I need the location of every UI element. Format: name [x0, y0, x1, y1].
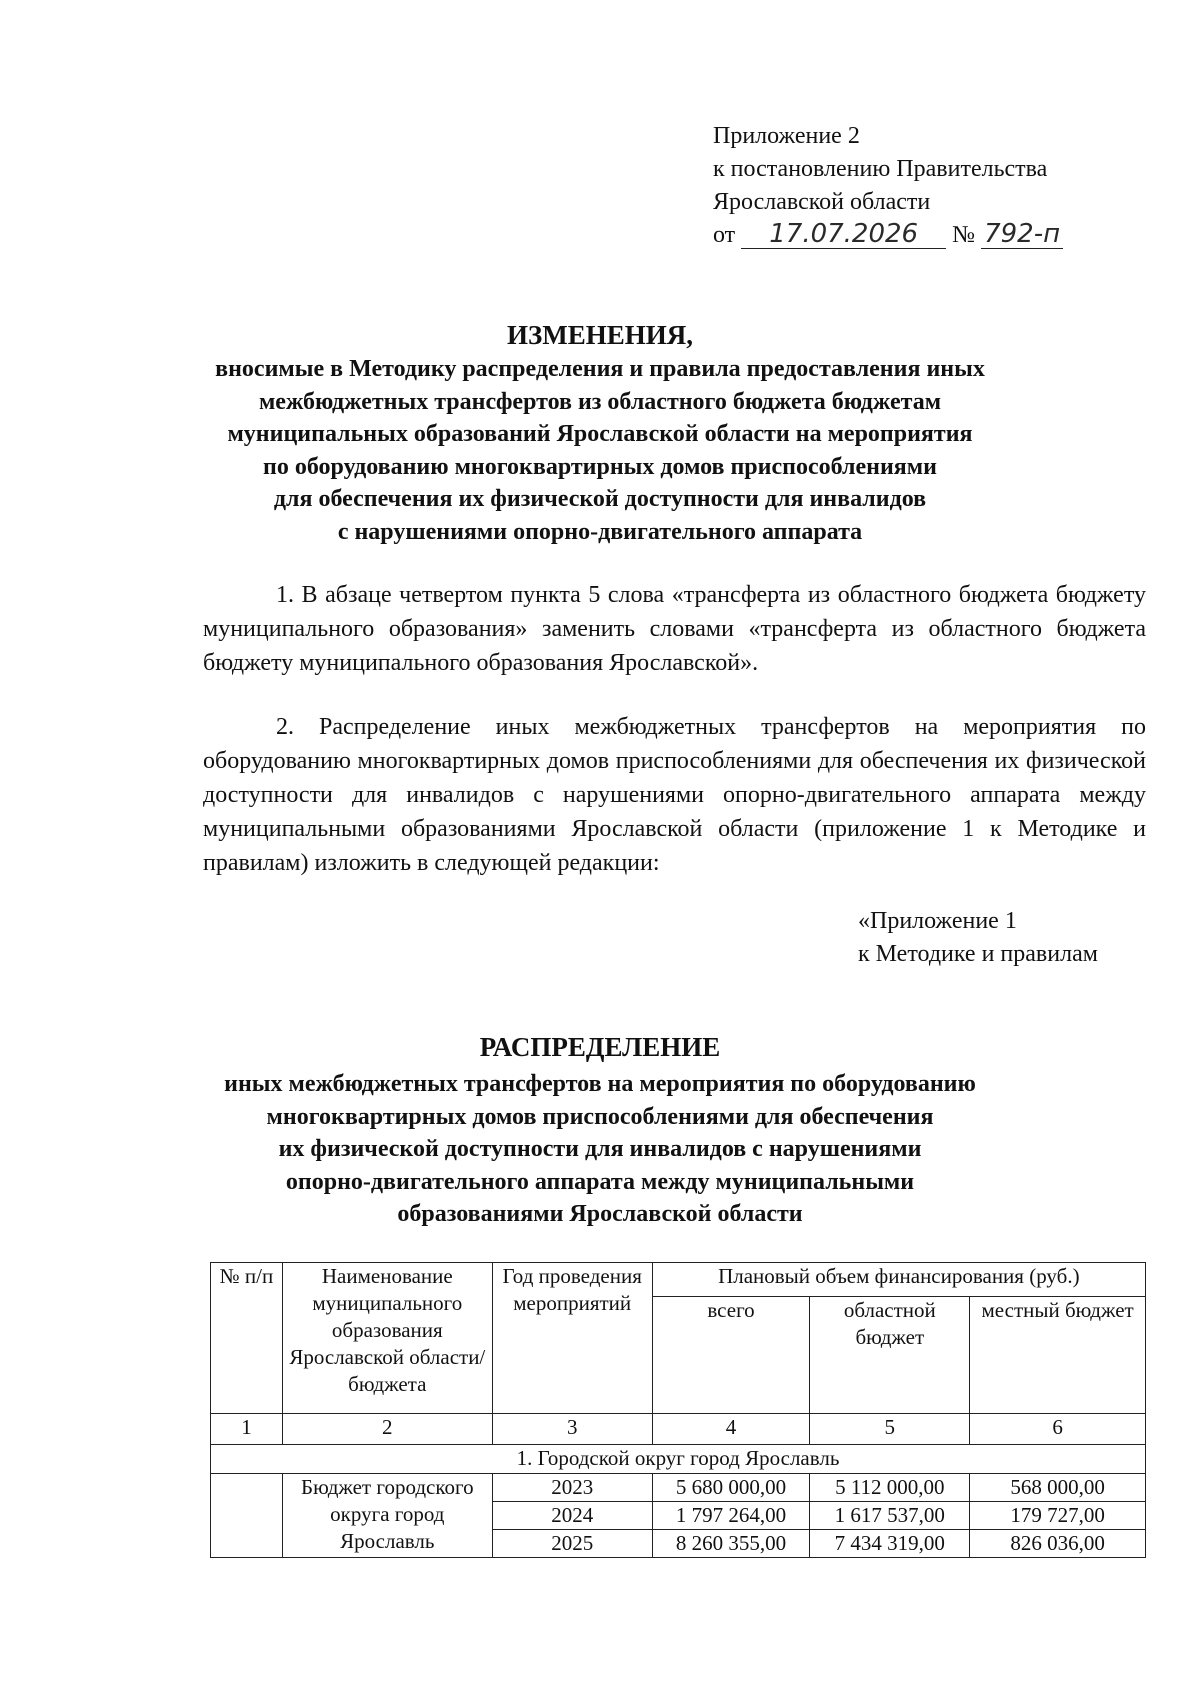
row-year: 2025 — [492, 1530, 652, 1558]
annex-line-2: к Методике и правилам — [858, 941, 1098, 967]
changes-subtitle-line: с нарушениями опорно-двигательного аппарата — [337, 518, 863, 545]
changes-subtitle-line: межбюджетных трансфертов из областного бюджета бюджетам — [258, 388, 942, 415]
distribution-subtitle-line: иных межбюджетных трансфертов на мероприятия по оборудованию — [224, 1071, 976, 1097]
col-number: 6 — [970, 1414, 1146, 1445]
decree-number: 792-п — [981, 220, 1063, 249]
header-funding: Плановый объем финансирования (руб.) — [652, 1263, 1145, 1297]
header-name: Наименование муниципального образования Ярославской области/ бюджета — [282, 1263, 492, 1414]
header-year: Год проведения мероприятий — [492, 1263, 652, 1414]
annex-line-1: «Приложение 1 — [858, 908, 1017, 934]
annex-reference — [858, 905, 1098, 971]
appendix-block — [713, 120, 1063, 252]
changes-subtitle-line: муниципальных образований Ярославской области на мероприятия — [227, 421, 973, 447]
distribution-subtitle-line: многоквартирных домов приспособлениями для обеспечения — [266, 1103, 934, 1130]
table-header-row — [211, 1263, 1146, 1297]
row-local: 826 036,00 — [970, 1530, 1146, 1558]
changes-title: ИЗМЕНЕНИЯ, — [506, 320, 693, 350]
header-local: местный бюджет — [970, 1296, 1146, 1413]
distribution-title: РАСПРЕДЕЛЕНИЕ — [479, 1032, 721, 1062]
section-title: 1. Городской округ город Ярославль — [211, 1445, 1146, 1474]
appendix-date-line — [713, 219, 1063, 252]
distribution-subtitle-line: их физической доступности для инвалидов с нарушениями — [278, 1136, 922, 1162]
header-num: № п/п — [211, 1263, 283, 1414]
distribution-subtitle — [150, 1068, 1050, 1231]
changes-subtitle — [150, 353, 1050, 548]
decree-date: 17.07.2026 — [741, 220, 946, 249]
changes-subtitle-line: для обеспечения их физической доступности для инвалидов — [273, 486, 927, 512]
appendix-line-3: Ярославской области — [713, 189, 931, 215]
budget-name: Бюджет городского округа город Ярославль — [282, 1474, 492, 1558]
row-year: 2024 — [492, 1502, 652, 1530]
distribution-subtitle-line: образованиями Ярославской области — [397, 1201, 803, 1227]
col-number: 4 — [652, 1414, 810, 1445]
changes-subtitle-line: по оборудованию многоквартирных домов приспособлениями — [263, 453, 937, 480]
paragraph-1-block — [203, 578, 1146, 680]
row-local: 179 727,00 — [970, 1502, 1146, 1530]
col-number: 2 — [282, 1414, 492, 1445]
col-number: 3 — [492, 1414, 652, 1445]
empty-cell — [211, 1474, 283, 1558]
header-regional: областной бюджет — [810, 1296, 970, 1413]
distribution-table — [210, 1262, 1146, 1558]
col-number: 5 — [810, 1414, 970, 1445]
changes-subtitle-line: вносимые в Методику распределения и правила предоставления иных — [215, 356, 985, 382]
col-number: 1 — [211, 1414, 283, 1445]
number-label: № — [952, 222, 976, 248]
from-label: от — [713, 222, 736, 248]
row-regional: 1 617 537,00 — [810, 1502, 970, 1530]
appendix-line-1: Приложение 2 — [713, 123, 860, 149]
row-year: 2023 — [492, 1474, 652, 1502]
paragraph-2: 2. Распределение иных межбюджетных трансфертов на мероприятия по оборудованию многоквартирных домов приспособлениями для обеспечения их физической доступности для инвалидов с нарушениями опорно-двигательного аппарата между муниципальными образованиями Ярославской области (приложение 1 к Методике и правилам) изложить в следующей редакции: — [203, 714, 1146, 876]
row-local: 568 000,00 — [970, 1474, 1146, 1502]
appendix-line-2: к постановлению Правительства — [713, 156, 1048, 182]
table-row — [211, 1474, 1146, 1502]
distribution-subtitle-line: опорно-двигательного аппарата между муниципальными — [285, 1168, 915, 1195]
paragraph-2-block — [203, 710, 1146, 880]
section-row — [211, 1445, 1146, 1474]
row-total: 8 260 355,00 — [652, 1530, 810, 1558]
column-number-row — [211, 1414, 1146, 1445]
row-regional: 7 434 319,00 — [810, 1530, 970, 1558]
paragraph-1: 1. В абзаце четвертом пункта 5 слова «трансферта из областного бюджета бюджету муниципального образования» заменить словами «трансферта из областного бюджета бюджету муниципального образования Ярославской». — [203, 582, 1146, 676]
row-regional: 5 112 000,00 — [810, 1474, 970, 1502]
header-total: всего — [652, 1296, 810, 1413]
row-total: 1 797 264,00 — [652, 1502, 810, 1530]
row-total: 5 680 000,00 — [652, 1474, 810, 1502]
